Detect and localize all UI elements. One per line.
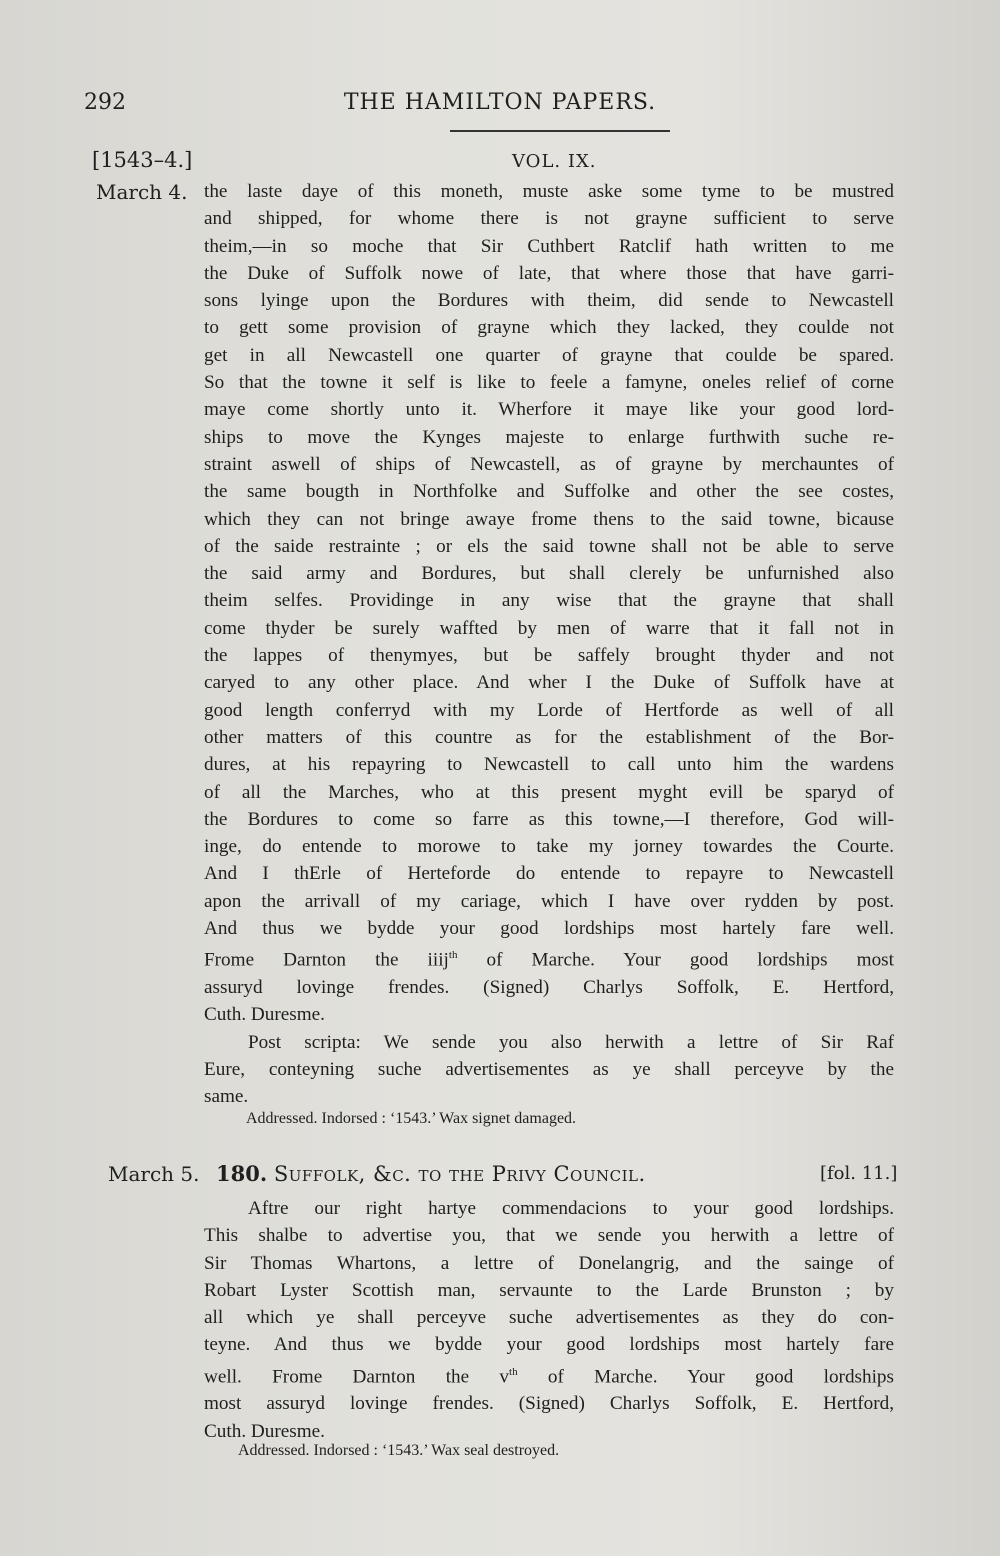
text-line: most assuryd lovinge frendes. (Signed) Charlys Soffolk, E. Hertford, [204,1393,894,1415]
text-line: the same bougth in Northfolke and Suffolke and other the see costes, [204,481,894,503]
letter2-body [204,1195,894,1445]
text-line: the Duke of Suffolk nowe of late, that where those that have garri- [204,262,894,284]
text-line: theim,—in so moche that Sir Cuthbert Ratclif hath written to me [204,235,894,257]
text-line: the Bordures to come so farre as this towne,—I therefore, God will- [204,808,894,830]
text-line: inge, do entende to morowe to take my jorney towardes the Courte. [204,836,894,858]
text-line: ships to move the Kynges majeste to enlarge furthwith suche re- [204,426,894,448]
text-line: And thus we bydde your good lordships most hartely fare well. [204,918,894,940]
text-line: dures, at his repayring to Newcastell to call unto him the wardens [204,754,894,776]
letter1-endorsement: Addressed. Indorsed : ‘1543.’ Wax signet damaged. [246,1110,577,1127]
text-line: sons lyinge upon the Bordures with theim, did sende to Newcastell [204,290,894,312]
text-line: of all the Marches, who at this present myght evill be sparyd of [204,781,894,803]
text-line: Cuth. Duresme. [204,1420,325,1442]
text-line: caryed to any other place. And wher I the Duke of Suffolk have at [204,672,894,694]
letter2-lines [204,1195,894,1359]
text-line: come thyder be surely waffted by men of warre that it fall not in [204,617,894,639]
letter-number: 180. [216,1161,268,1186]
text-line: of the saide restrainte ; or els the said towne shall not be able to serve [204,535,894,557]
letter2-endorsement: Addressed. Indorsed : ‘1543.’ Wax seal destroyed. [238,1442,560,1459]
header-rule [450,130,670,132]
text-line: all which ye shall perceyve suche advertisementes as they do con- [204,1307,894,1329]
letter-heading [216,1161,646,1186]
text-line: theim selfes. Providinge in any wise that the grayne that shall [204,590,894,612]
text-line: which they can not bringe awaye frome thens to the said towne, bicause [204,508,894,530]
text-line: Frome Darnton the iiij$^{th}$ of Marche. Your good lordships most [204,949,894,971]
letter1-postscript [204,1029,894,1111]
text-line: Robart Lyster Scottish man, servaunte to the Larde Brunston ; by [204,1279,894,1301]
date-range: [1543–4.] [92,148,193,172]
letter1-body [204,178,894,1110]
text-line: teyne. And thus we bydde your good lordships most hartely fare [204,1334,894,1356]
folio-reference: [fol. 11.] [820,1163,898,1184]
text-line: This shalbe to advertise you, that we sende you herwith a lettre of [204,1225,894,1247]
text-line: other matters of this countre as for the establishment of the Bor- [204,726,894,748]
volume-label: VOL. IX. [512,151,597,172]
margin-date-march-5: March 5. [108,1162,200,1186]
text-line: maye come shortly unto it. Wherfore it maye like your good lord- [204,399,894,421]
text-line: well. Frome Darnton the $v^{th}$ of Marche. Your good lordships [204,1365,894,1388]
text-line: assuryd lovinge frendes. (Signed) Charlys Soffolk, E. Hertford, [204,977,894,998]
letter-title: Suffolk, &c. to the Privy Council. [273,1162,646,1186]
text-line: Eure, conteyning suche advertisementes as ye shall perceyve by the [204,1058,894,1080]
text-line: And I thErle of Herteforde do entende to repayre to Newcastell [204,863,894,885]
text-line: Post scripta: We sende you also herwith a lettre of Sir Raf [248,1031,894,1053]
page-number: 292 [84,90,126,115]
text-line: Aftre our right hartye commendacions to your good lordships. [248,1198,894,1219]
text-line: Cuth. Duresme. [204,1004,325,1026]
letter1-lines [204,178,894,942]
text-line: good length conferryd with my Lorde of Hertforde as well of all [204,699,894,721]
text-line: the lappes of thenymyes, but be saffely brought thyder and not [204,645,894,667]
text-line: get in all Newcastell one quarter of grayne that coulde be spared. [204,344,894,366]
text-line: Sir Thomas Whartons, a lettre of Donelangrig, and the sainge of [204,1252,894,1274]
text-line: and shipped, for whome there is not grayne sufficient to serve [204,208,894,230]
text-line: apon the arrivall of my cariage, which I have over rydden by post. [204,890,894,912]
text-line: the said army and Bordures, but shall clerely be unfurnished also [204,563,894,585]
text-line: same. [204,1086,249,1108]
text-line: straint aswell of ships of Newcastell, as of grayne by merchauntes of [204,453,894,475]
text-line: So that the towne it self is like to feele a famyne, oneles relief of corne [204,372,894,394]
margin-date-march-4: March 4. [96,180,188,204]
text-line: the laste daye of this moneth, muste aske some tyme to be mustred [204,181,894,202]
text-line: to gett some provision of grayne which they lacked, they coulde not [204,317,894,339]
running-title: THE HAMILTON PAPERS. [343,90,657,115]
